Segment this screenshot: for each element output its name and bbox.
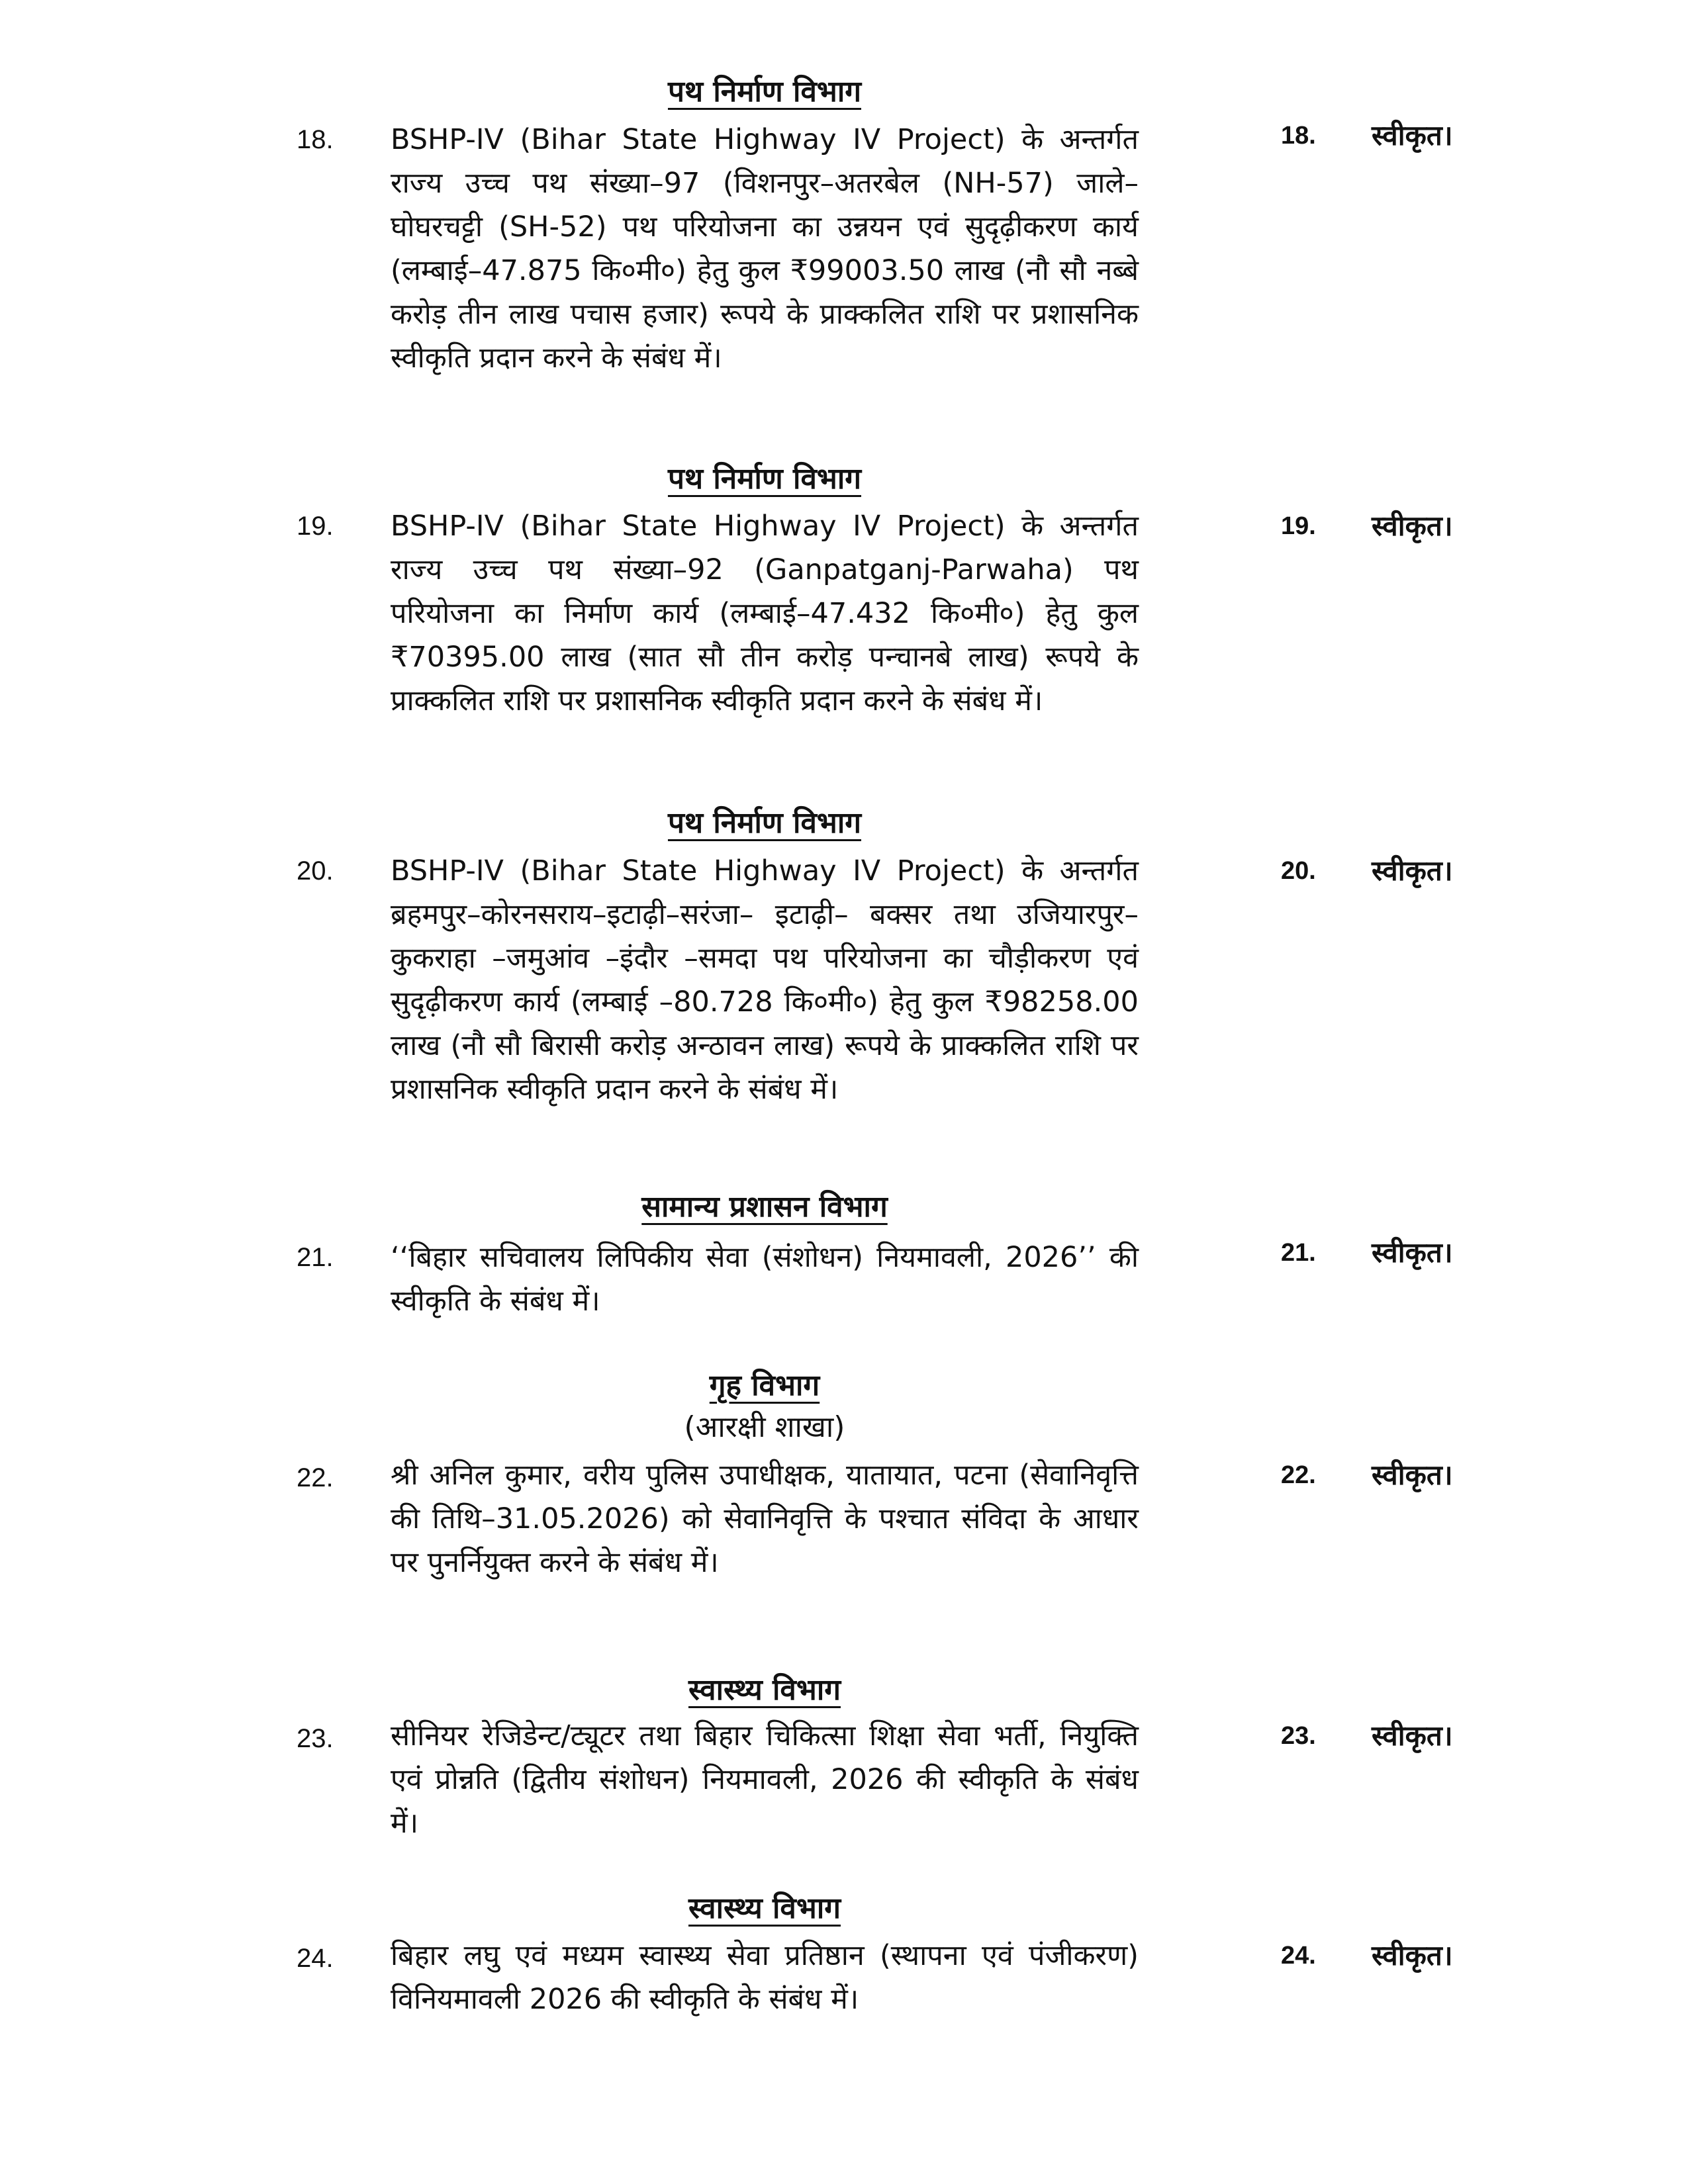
status-label: स्वीकृत। — [1372, 1459, 1453, 1491]
subdepartment-heading: (आरक्षी शाखा) — [684, 1410, 845, 1444]
result-number: 24. — [1281, 1942, 1316, 1970]
status-label: स्वीकृत। — [1372, 119, 1453, 152]
item-number: 20. — [297, 856, 334, 886]
item-text: सीनियर रेजिडेन्ट/ट्यूटर तथा बिहार चिकित्सा शिक्षा सेवा भर्ती, नियुक्ति एवं प्रोन्नति (द्वितीय संशोधन) नियमावली, 2026 की स्वीकृति के संबंध में। — [391, 1719, 1139, 1840]
status-label: स्वीकृत। — [1372, 510, 1453, 542]
department-heading: पथ निर्माण विभाग — [667, 75, 862, 109]
status-label: स्वीकृत। — [1372, 854, 1453, 887]
item-text: BSHP-IV (Bihar State Highway IV Project) के अन्तर्गत ब्रहमपुर–कोरनसराय–इटाढ़ी–सरंजा– इटाढ़ी– बक्सर तथा उजियारपुर– कुकराहा –जमुआंव –इंदौर –समदा पथ परियोजना का चौड़ीकरण एवं सुदृढ़ीकरण कार्य (लम्बाई –80.728 कि०मी०) हेतु कुल ₹98258.00 लाख (नौ सौ बिरासी करोड़ अन्ठावन लाख) रूपये के प्राक्कलित राशि पर प्रशासनिक स्वीकृति प्रदान करने के संबंध में। — [391, 854, 1139, 1106]
item-text: BSHP-IV (Bihar State Highway IV Project) के अन्तर्गत राज्य उच्च पथ संख्या–92 (Ganpatganj-Parwaha) पथ परियोजना का निर्माण कार्य (लम्बाई–47.432 कि०मी०) हेतु कुल ₹70395.00 लाख (सात सौ तीन करोड़ पन्चानबे लाख) रूपये के प्राक्कलित राशि पर प्रशासनिक स्वीकृति प्रदान करने के संबंध में। — [391, 510, 1139, 717]
item-number: 23. — [297, 1724, 334, 1753]
result-number: 20. — [1281, 857, 1316, 885]
item-number: 22. — [297, 1463, 334, 1492]
status-label: स्वीकृत। — [1372, 1719, 1453, 1752]
result-number: 19. — [1281, 512, 1316, 540]
item-text: ‘‘बिहार सचिवालय लिपिकीय सेवा (संशोधन) नियमावली, 2026’’ की स्वीकृति के संबंध में। — [391, 1241, 1139, 1318]
department-heading: पथ निर्माण विभाग — [667, 806, 862, 840]
item-number: 21. — [297, 1243, 334, 1272]
item-text: BSHP-IV (Bihar State Highway IV Project) के अन्तर्गत राज्य उच्च पथ संख्या–97 (विशनपुर–अतरबेल (NH-57) जाले–घोघरचट्टी (SH-52) पथ परियोजना का उन्नयन एवं सुदृढ़ीकरण कार्य (लम्बाई–47.875 कि०मी०) हेतु कुल ₹99003.50 लाख (नौ सौ नब्बे करोड़ तीन लाख पचास हजार) रूपये के प्राक्कलित राशि पर प्रशासनिक स्वीकृति प्रदान करने के संबंध में। — [391, 123, 1139, 375]
department-heading: स्वास्थ्य विभाग — [688, 1673, 841, 1707]
status-label: स्वीकृत। — [1372, 1939, 1453, 1972]
item-number: 18. — [297, 125, 334, 154]
result-number: 23. — [1281, 1722, 1316, 1750]
department-heading: सामान्य प्रशासन विभाग — [641, 1190, 888, 1224]
status-label: स्वीकृत। — [1372, 1236, 1453, 1269]
item-number: 19. — [297, 512, 334, 541]
item-text: श्री अनिल कुमार, वरीय पुलिस उपाधीक्षक, यातायात, पटना (सेवानिवृत्ति की तिथि–31.05.2026) को सेवानिवृत्ति के पश्चात संविदा के आधार पर पुनर्नियुक्त करने के संबंध में। — [391, 1459, 1139, 1579]
department-heading: गृह विभाग — [709, 1369, 820, 1402]
department-heading: पथ निर्माण विभाग — [667, 462, 862, 496]
result-number: 22. — [1281, 1461, 1316, 1489]
item-number: 24. — [297, 1944, 334, 1973]
department-heading: स्वास्थ्य विभाग — [688, 1891, 841, 1925]
item-text: बिहार लघु एवं मध्यम स्वास्थ्य सेवा प्रतिष्ठान (स्थापना एवं पंजीकरण) विनियमावली 2026 की स्वीकृति के संबंध में। — [391, 1939, 1139, 2016]
result-number: 18. — [1281, 122, 1316, 150]
result-number: 21. — [1281, 1239, 1316, 1267]
